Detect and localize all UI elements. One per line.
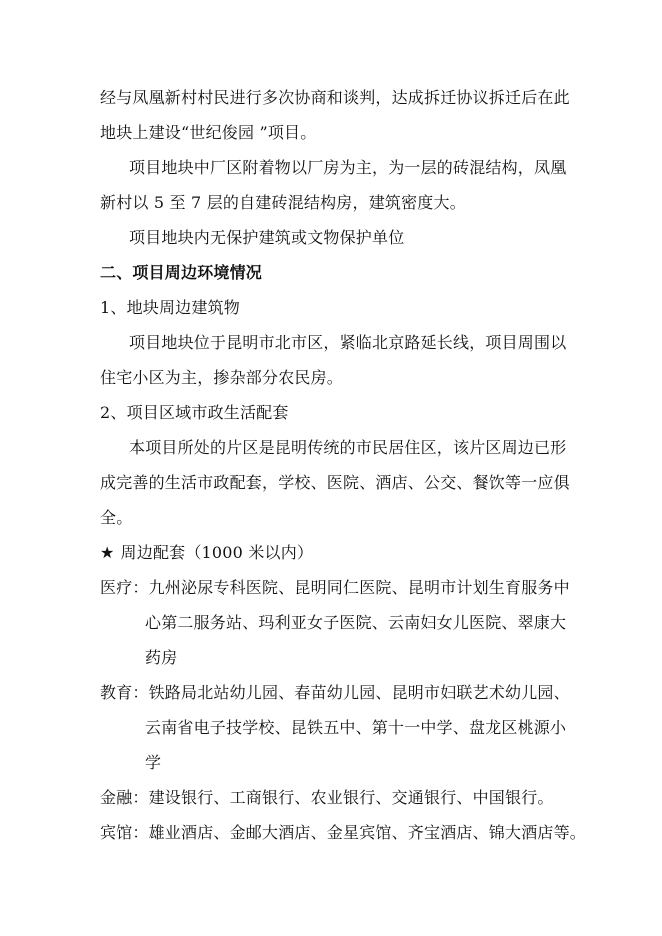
facilities-heading xyxy=(100,543,313,563)
paragraph-line: 项目地块内无保护建筑或文物保护单位 xyxy=(129,228,405,247)
list-item-hotels: 宾馆：雄业酒店、金邮大酒店、金星宾馆、齐宝酒店、锦大酒店等。 xyxy=(100,823,587,842)
paragraph-line: 本项目所处的片区是昆明传统的市民居住区，该片区周边已形 xyxy=(129,438,567,457)
subsection-heading: 1、地块周边建筑物 xyxy=(100,298,240,317)
list-item-continuation: 药房 xyxy=(145,648,178,667)
star-icon: ★ xyxy=(100,543,115,562)
paragraph-line: 住宅小区为主，掺杂部分农民房。 xyxy=(100,368,344,387)
paragraph-line: 新村以 5 至 7 层的自建砖混结构房，建筑密度大。 xyxy=(100,193,466,212)
list-item-continuation: 云南省电子技学校、昆铁五中、第十一中学、盘龙区桃源小 xyxy=(145,718,567,737)
list-item-continuation: 学 xyxy=(145,753,162,772)
list-item-continuation: 心第二服务站、玛利亚女子医院、云南妇女儿医院、翠康大 xyxy=(145,613,567,632)
list-item-education: 教育：铁路局北站幼儿园、春苗幼儿园、昆明市妇联艺术幼儿园、 xyxy=(100,683,570,702)
list-item-medical: 医疗：九州泌尿专科医院、昆明同仁医院、昆明市计划生育服务中 xyxy=(100,578,570,597)
paragraph-line: 地块上建设“世纪俊园 ”项目。 xyxy=(100,123,317,142)
paragraph-line: 成完善的生活市政配套，学校、医院、酒店、公交、餐饮等一应俱 xyxy=(100,473,570,492)
subsection-heading: 2、项目区域市政生活配套 xyxy=(100,403,289,422)
list-item-finance: 金融：建设银行、工商银行、农业银行、交通银行、中国银行。 xyxy=(100,788,554,807)
paragraph-line: 项目地块中厂区附着物以厂房为主，为一层的砖混结构，凤凰 xyxy=(129,158,567,177)
paragraph-line: 经与凤凰新村村民进行多次协商和谈判，达成拆迁协议拆迁后在此 xyxy=(100,88,570,107)
facilities-heading-text: 周边配套（1000 米以内） xyxy=(120,543,314,562)
section-heading: 二、项目周边环境情况 xyxy=(100,263,263,282)
paragraph-line: 项目地块位于昆明市北市区，紧临北京路延长线，项目周围以 xyxy=(129,333,567,352)
paragraph-line: 全。 xyxy=(100,508,133,527)
